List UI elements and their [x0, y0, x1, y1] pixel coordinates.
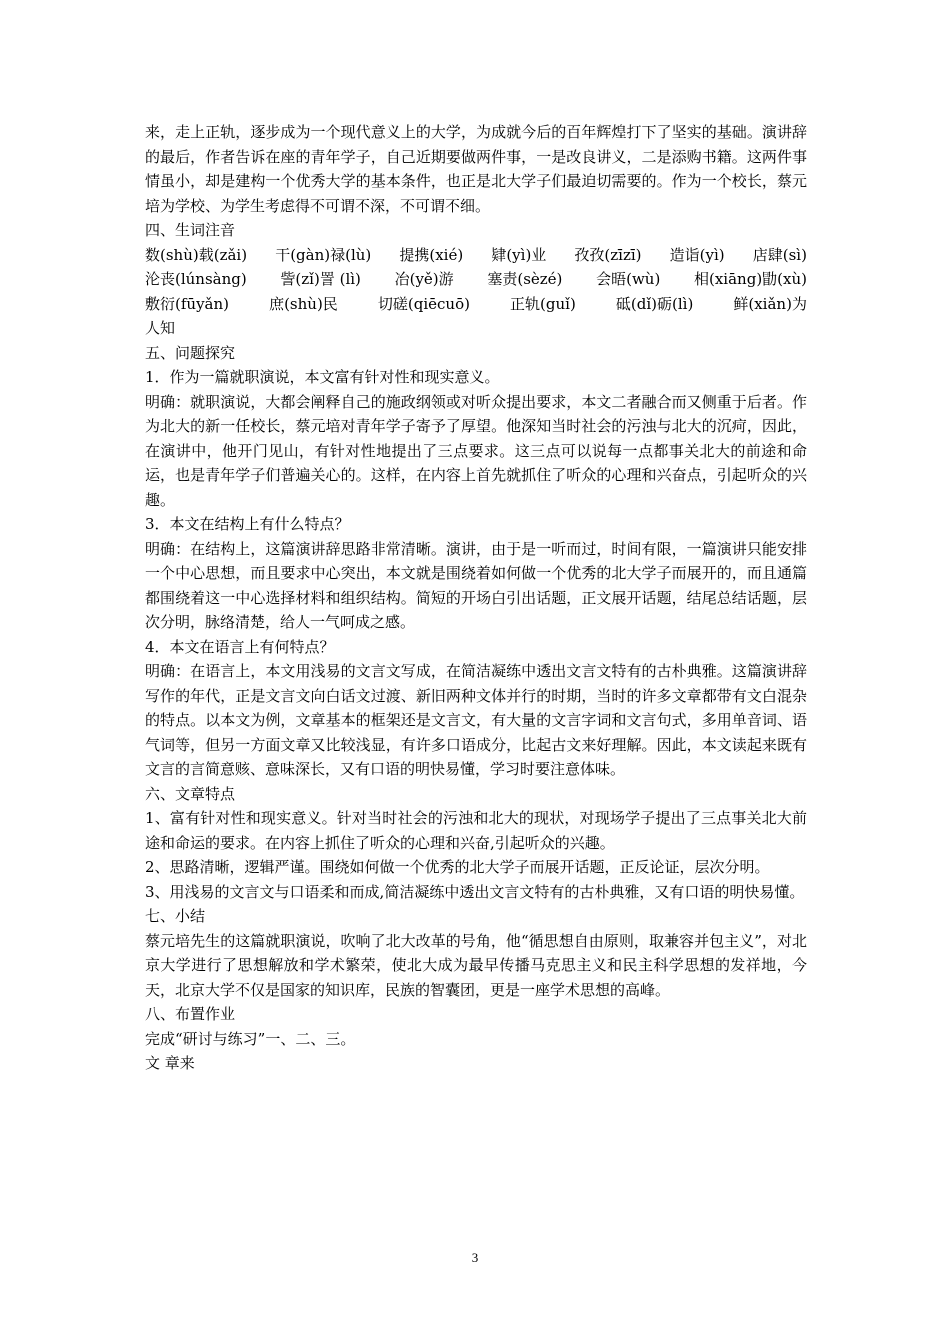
vocab-item: 冶(yě)游 — [394, 270, 454, 288]
vocab-item: 会晤(wù) — [596, 270, 661, 288]
vocab-item: 塞责(sèzé) — [487, 270, 563, 288]
document-body — [145, 120, 807, 1076]
vocab-item: 肄(yì)业 — [491, 245, 547, 264]
homework-item: 完成“研讨与练习”一、二、三。 — [145, 1029, 356, 1048]
homework-item: 文 章来 — [145, 1054, 195, 1072]
page-number: 3 — [471, 1250, 479, 1265]
vocab-item: 造诣(yì) — [669, 245, 725, 264]
inquiry-question: 3．本文在结构上有什么特点？ — [145, 515, 350, 533]
vocab-item: 提携(xié) — [399, 245, 464, 264]
inquiry-question: 4．本文在语言上有何特点？ — [145, 637, 335, 656]
section-heading-summary: 七、小结 — [145, 907, 206, 925]
feature-item: 3、用浅易的文言文与口语柔和而成,简洁凝练中透出文言文特有的古朴典雅，又有口语的明快易懂。 — [145, 882, 805, 901]
vocab-item: 干(gàn)禄(lù) — [275, 245, 372, 264]
vocab-item: 訾(zǐ)詈 (lì) — [280, 270, 361, 288]
vocab-item: 鲜(xiǎn)为 — [733, 294, 807, 313]
inquiry-answer: 明确：在语言上，本文用浅易的文言文写成，在简洁凝练中透出文言文特有的古朴典雅。这篇演讲辞写作的年代，正是文言文向白话文过渡、新旧两种文体并行的时期，当时的许多文章都带有文白混杂的特点。以本文为例，文章基本的框架还是文言文，有大量的文言字词和文言句式，多用单音词、语气词等，但另一方面文章又比较浅显，有许多口语成分，比起古文来好理解。因此，本文读起来既有文言的言简意赅、意味深长，又有口语的明快易懂，学习时要注意体味。 — [145, 662, 807, 778]
vocab-row — [145, 267, 807, 292]
section-heading-vocab: 四、生词注音 — [145, 221, 236, 239]
vocab-row — [145, 243, 807, 268]
vocab-item: 店肆(sì) — [752, 245, 807, 264]
vocab-item: 正轨(guǐ) — [510, 294, 576, 313]
feature-item: 1、富有针对性和现实意义。针对当时社会的污浊和北大的现状，对现场学子提出了三点事关北大前途和命运的要求。在内容上抓住了听众的心理和兴奋,引起听众的兴趣。 — [145, 809, 807, 852]
vocab-item: 数(shù)载(zǎi) — [145, 245, 248, 264]
vocab-item: 敷衍(fūyǎn) — [145, 294, 229, 313]
vocab-tail: 人知 — [145, 319, 176, 337]
section-heading-features: 六、文章特点 — [145, 784, 236, 803]
inquiry-question: 1．作为一篇就职演说，本文富有针对性和现实意义。 — [145, 368, 500, 386]
section-heading-homework: 八、布置作业 — [145, 1005, 236, 1023]
vocab-item: 砥(dǐ)砺(lì) — [615, 294, 694, 313]
vocab-item: 庶(shù)民 — [269, 294, 338, 313]
vocab-item: 切磋(qiēcuō) — [377, 294, 470, 313]
intro-paragraph: 来，走上正轨，逐步成为一个现代意义上的大学，为成就今后的百年辉煌打下了坚实的基础。演讲辞的最后，作者告诉在座的青年学子，自己近期要做两件事，一是改良讲义，二是添购书籍。这两件事情虽小，却是建构一个优秀大学的基本条件，也正是北大学子们最迫切需要的。作为一个校长，蔡元培为学校、为学生考虑得不可谓不深，不可谓不细。 — [145, 123, 807, 215]
section-heading-inquiry: 五、问题探究 — [145, 343, 236, 362]
feature-item: 2、思路清晰，逻辑严谨。围绕如何做一个优秀的北大学子而展开话题，正反论证，层次分明。 — [145, 858, 770, 876]
inquiry-answer: 明确：就职演说，大都会阐释自己的施政纲领或对听众提出要求，本文二者融合而又侧重于后者。作为北大的新一任校长，蔡元培对青年学子寄予了厚望。他深知当时社会的污浊与北大的沉疴，因此，在演讲中，他开门见山，有针对性地提出了三点要求。这三点可以说每一点都事关北大的前途和命运，也是青年学子们普遍关心的。这样，在内容上首先就抓住了听众的心理和兴奋点，引起听众的兴趣。 — [145, 392, 807, 509]
vocab-item: 孜孜(zīzī) — [574, 245, 642, 264]
vocab-item: 沦丧(lúnsàng) — [145, 270, 247, 288]
vocab-row — [145, 292, 807, 317]
summary-paragraph: 蔡元培先生的这篇就职演说，吹响了北大改革的号角，他“循思想自由原则，取兼容并包主义”，对北京大学进行了思想解放和学术繁荣，使北大成为最早传播马克思主义和民主科学思想的发祥地，今天，北京大学不仅是国家的知识库，民族的智囊团，更是一座学术思想的高峰。 — [145, 931, 807, 999]
vocab-item: 相(xiāng)勖(xù) — [694, 270, 807, 288]
inquiry-answer: 明确：在结构上，这篇演讲辞思路非常清晰。演讲，由于是一听而过，时间有限，一篇演讲只能安排一个中心思想，而且要求中心突出，本文就是围绕着如何做一个优秀的北大学子而展开的，而且通篇都围绕着这一中心选择材料和组织结构。简短的开场白引出话题，正文展开话题，结尾总结话题，层次分明，脉络清楚，给人一气呵成之感。 — [145, 539, 807, 631]
